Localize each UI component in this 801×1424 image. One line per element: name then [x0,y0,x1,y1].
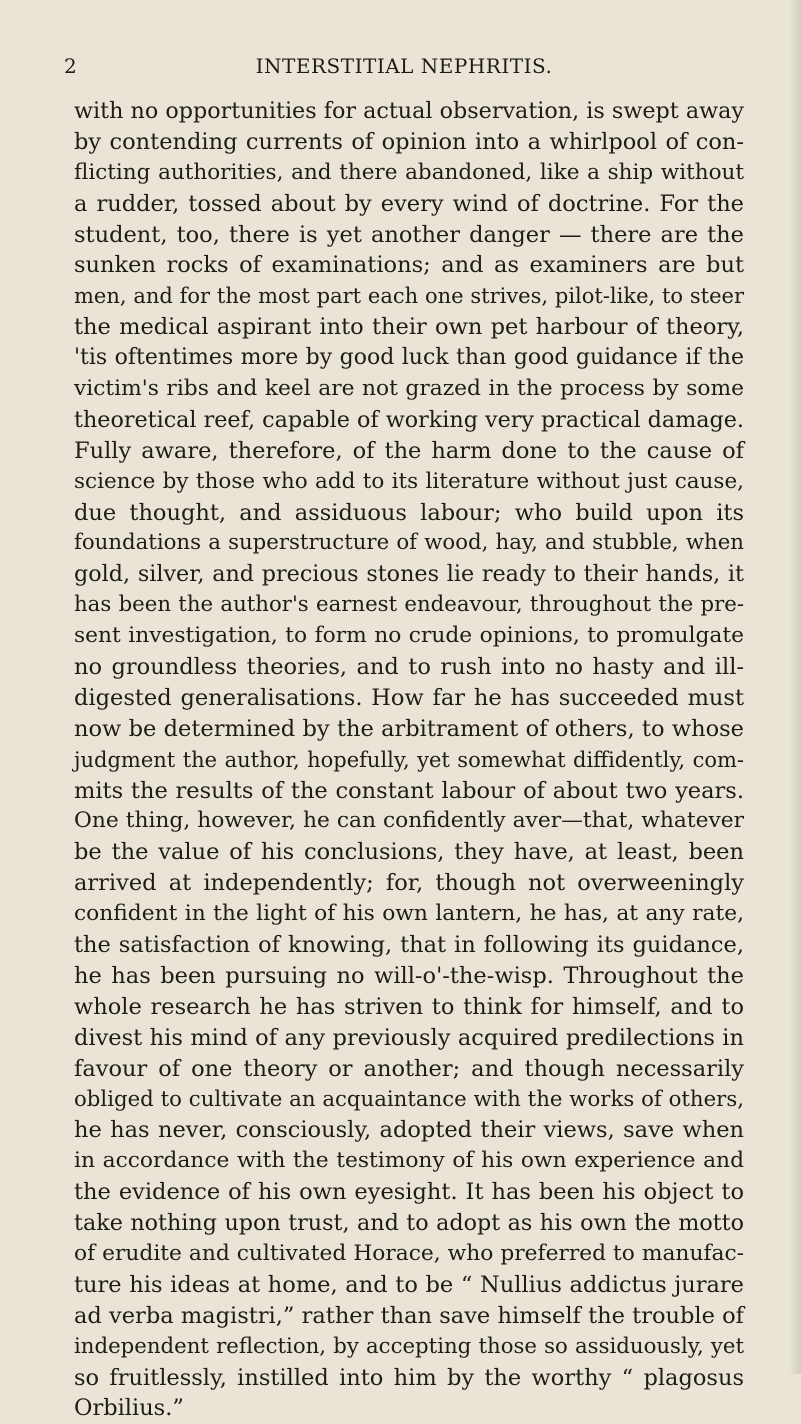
text-line: gold, silver, and precious stones lie ready to their hands, it [74,561,744,588]
text-line: flicting authorities, and there abandoned, like a ship without [74,159,744,185]
text-line: One thing, however, he can confidently aver—that, whatever [74,808,744,834]
text-line: no groundless theories, and to rush into no hasty and ill- [74,654,744,681]
text-line: victim's ribs and keel are not grazed in the process by some [74,376,744,402]
text-line: with no opportunities for actual observation, is swept away [74,98,744,124]
page-edge-shadow [789,0,801,1374]
text-line-last: Orbilius.” [74,1395,184,1422]
text-line: digested generalisations. How far he has succeeded must [74,684,744,711]
text-line: Fully aware, therefore, of the harm done to the cause of [74,437,744,464]
text-line: has been the author's earnest endeavour, throughout the pre- [74,592,744,618]
text-line: independent reflection, by accepting those so assiduously, yet [74,1333,744,1359]
text-line: student, too, there is yet another danger — there are the [74,221,744,248]
text-line: due thought, and assiduous labour; who build upon its [74,499,744,526]
text-line: of erudite and cultivated Horace, who preferred to manufac- [74,1240,744,1266]
text-line: favour of one theory or another; and though necessarily [74,1055,744,1082]
page-header [64,54,744,84]
text-line: judgment the author, hopefully, yet somewhat diffidently, com- [74,747,744,772]
text-line: arrived at independently; for, though not overweeningly [74,870,744,897]
text-line: whole research he has striven to think for himself, and to [74,993,744,1020]
text-line: ture his ideas at home, and to be “ Nullius addictus jurare [74,1271,744,1298]
text-line: sent investigation, to form no crude opinions, to promulgate [74,623,744,649]
text-line: ad verba magistri,” rather than save himself the trouble of [74,1302,744,1329]
text-line: foundations a superstructure of wood, hay, and stubble, when [74,530,744,556]
text-line: in accordance with the testimony of his own experience and [74,1148,744,1174]
text-line: mits the results of the constant labour of about two years. [74,777,744,804]
text-line: take nothing upon trust, and to adopt as his own the motto [74,1210,744,1237]
text-line: the medical aspirant into their own pet harbour of theory, [74,314,744,341]
text-line: obliged to cultivate an acquaintance with the works of others, [74,1086,744,1112]
text-line: science by those who add to its literature without just cause, [74,468,744,494]
text-line: by contending currents of opinion into a whirlpool of con- [74,128,744,155]
text-line: be the value of his conclusions, they have, at least, been [74,839,744,866]
text-line: men, and for the most part each one strives, pilot-like, to steer [74,284,744,309]
text-line: 'tis oftentimes more by good luck than good guidance if the [74,345,744,371]
text-line: now be determined by the arbitrament of others, to whose [74,715,744,742]
text-line: theoretical reef, capable of working very practical damage. [74,406,744,433]
text-line: sunken rocks of examinations; and as examiners are but [74,252,744,279]
text-line: divest his mind of any previously acquired predilections in [74,1024,744,1051]
page-number: 2 [64,54,78,78]
body-text [74,96,744,1424]
text-line: so fruitlessly, instilled into him by the worthy “ plagosus [74,1364,744,1391]
running-head: INTERSTITIAL NEPHRITIS. [255,54,553,78]
text-line: the satisfaction of knowing, that in following its guidance, [74,932,744,959]
text-line: a rudder, tossed about by every wind of doctrine. For the [74,190,744,217]
text-line: he has never, consciously, adopted their views, save when [74,1117,744,1144]
text-line: he has been pursuing no will-o'-the-wisp. Throughout the [74,962,744,989]
text-line: the evidence of his own eyesight. It has been his object to [74,1179,744,1206]
text-line: confident in the light of his own lantern, he has, at any rate, [74,901,744,927]
